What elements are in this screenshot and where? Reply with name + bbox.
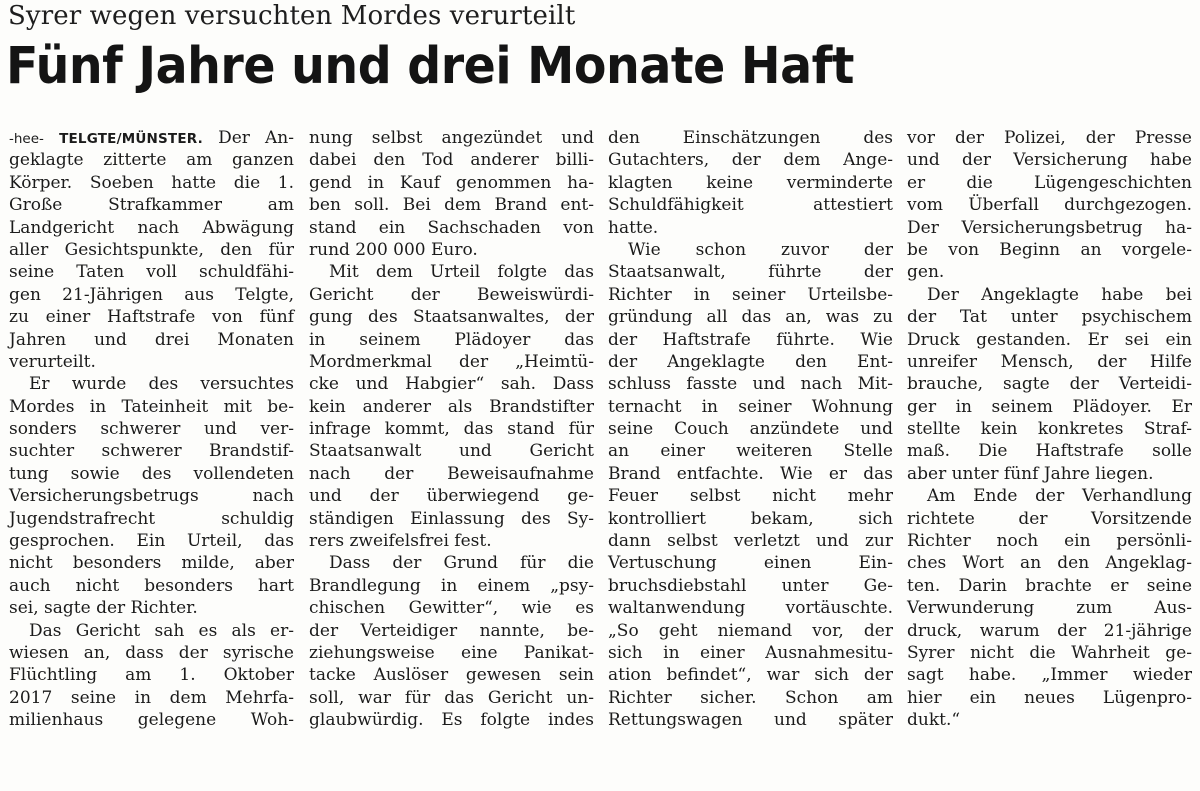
article-line: Schuldfähigkeit attestiert: [608, 195, 893, 216]
article-line: Gutachters, der dem Ange-: [608, 150, 893, 171]
article-line: ständigen Einlassung des Sy-: [309, 508, 594, 529]
article-line: kontrolliert bekam, sich: [608, 508, 893, 529]
article-line: Jahren und drei Monaten: [9, 329, 294, 350]
article-line: nicht besonders milde, aber: [9, 553, 294, 574]
article-line: seine Couch anzündete und: [608, 419, 893, 440]
article-line: Mordmerkmal der „Heimtü-: [309, 351, 594, 372]
article-line: Flüchtling am 1. Oktober: [9, 665, 294, 686]
article-line: Landgericht nach Abwägung: [9, 217, 294, 238]
article-line: Körper. Soeben hatte die 1.: [9, 172, 294, 193]
article-line: druck, warum der 21-jährige: [907, 620, 1192, 641]
article-line: Staatsanwalt und Gericht: [309, 441, 594, 462]
article-line: soll, war für das Gericht un-: [309, 687, 594, 708]
article-line: be von Beginn an vorgele-: [907, 239, 1192, 260]
article-line: Richter in seiner Urteilsbe-: [608, 284, 893, 305]
article-line: dabei den Tod anderer billi-: [309, 150, 594, 171]
article-line: Wie schon zuvor der: [628, 239, 893, 260]
article-line: kein anderer als Brandstifter: [309, 396, 594, 417]
article-line: aller Gesichtspunkte, den für: [9, 239, 294, 260]
article-line: unreifer Mensch, der Hilfe: [907, 351, 1192, 372]
article-line: milienhaus gelegene Woh-: [9, 710, 294, 731]
article-line: und der überwiegend ge-: [309, 486, 594, 507]
article-line-text: Der An-: [202, 128, 294, 148]
byline-author: -hee-: [9, 131, 44, 147]
article-line: an einer weiteren Stelle: [608, 441, 893, 462]
article-line: gen.: [907, 262, 945, 283]
article-line: schluss fasste und nach Mit-: [608, 374, 893, 395]
article-line: Syrer nicht die Wahrheit ge-: [907, 642, 1192, 663]
article-line: Gericht der Beweiswürdi-: [309, 284, 594, 305]
kicker-headline: Syrer wegen versuchten Mordes verurteilt: [8, 1, 576, 31]
article-line: cke und Habgier“ sah. Dass: [309, 374, 594, 395]
article-line: sich in einer Ausnahmesitu-: [608, 642, 893, 663]
article-line: stand ein Sachschaden von: [309, 217, 594, 238]
article-line: auch nicht besonders hart: [9, 575, 294, 596]
article-line: gend in Kauf genommen ha-: [309, 172, 594, 193]
article-line: Vertuschung einen Ein-: [608, 553, 893, 574]
article-line: gesprochen. Ein Urteil, das: [9, 531, 294, 552]
article-line: chischen Gewitter“, wie es: [309, 598, 594, 619]
article-line: der Haftstrafe führte. Wie: [608, 329, 893, 350]
article-line: Jugendstrafrecht schuldig: [9, 508, 294, 529]
article-line: aber unter fünf Jahre liegen.: [907, 463, 1154, 484]
article-line: „So geht niemand vor, der: [608, 620, 893, 641]
article-line: ben soll. Bei dem Brand ent-: [309, 195, 594, 216]
article-line: nach der Beweisaufnahme: [309, 463, 594, 484]
article-line: zu einer Haftstrafe von fünf: [9, 307, 294, 328]
article-line: bruchsdiebstahl unter Ge-: [608, 575, 893, 596]
article-line: Brand entfachte. Wie er das: [608, 463, 893, 484]
article-line: seine Taten voll schuldfähi-: [9, 262, 294, 283]
article-line: ches Wort an den Angeklag-: [907, 553, 1192, 574]
article-line: nung selbst angezündet und: [309, 128, 594, 148]
article-line: geklagte zitterte am ganzen: [9, 150, 294, 171]
article-line: suchter schwerer Brandstif-: [9, 441, 294, 462]
article-line: glaubwürdig. Es folgte indes: [309, 710, 594, 731]
article-line: stellte kein konkretes Straf-: [907, 419, 1192, 440]
article-line: Das Gericht sah es als er-: [29, 620, 294, 641]
article-line: brauche, sagte der Verteidi-: [907, 374, 1192, 395]
article-line: den Einschätzungen des: [608, 128, 893, 148]
article-line: der Verteidiger nannte, be-: [309, 620, 594, 641]
article-line: Dass der Grund für die: [329, 553, 594, 574]
article-line: Feuer selbst nicht mehr: [608, 486, 893, 507]
article-line: Große Strafkammer am: [9, 195, 294, 216]
article-line: Richter sicher. Schon am: [608, 687, 893, 708]
article-line: maß. Die Haftstrafe solle: [907, 441, 1192, 462]
article-line: Rettungswagen und später: [608, 710, 893, 731]
article-line: ation befindet“, war sich der: [608, 665, 893, 686]
article-line: Am Ende der Verhandlung: [927, 486, 1192, 507]
article-line: Verwunderung zum Aus-: [907, 598, 1192, 619]
article-line: gründung all das an, was zu: [608, 307, 893, 328]
article-line: waltanwendung vortäuschte.: [608, 598, 893, 619]
article-line: tung sowie des vollendeten: [9, 463, 294, 484]
article-line: und der Versicherung habe: [907, 150, 1192, 171]
article-line: Druck gestanden. Er sei ein: [907, 329, 1192, 350]
article-column-1: [9, 127, 294, 732]
article-line: Der Angeklagte habe bei: [927, 284, 1192, 305]
article-line: der Tat unter psychischem: [907, 307, 1192, 328]
article-line: Mit dem Urteil folgte das: [329, 262, 594, 283]
article-line: hier ein neues Lügenpro-: [907, 687, 1192, 708]
article-line: vor der Polizei, der Presse: [907, 128, 1192, 148]
article-line: gung des Staatsanwaltes, der: [309, 307, 594, 328]
article-line: Brandlegung in einem „psy-: [309, 575, 594, 596]
article-line: ternacht in seiner Wohnung: [608, 396, 893, 417]
article-line: er die Lügengeschichten: [907, 172, 1192, 193]
article-line: Versicherungsbetrugs nach: [9, 486, 294, 507]
article-line: infrage kommt, das stand für: [309, 419, 594, 440]
article-column-2: [309, 127, 594, 732]
article-column-4: [907, 127, 1192, 732]
article-line: rund 200 000 Euro.: [309, 239, 478, 260]
article-line: Richter noch ein persönli-: [907, 531, 1192, 552]
article-line: dukt.“: [907, 710, 961, 731]
article-line: Staatsanwalt, führte der: [608, 262, 893, 283]
byline-place: TELGTE/MÜNSTER.: [59, 131, 203, 147]
article-line: sagt habe. „Immer wieder: [907, 665, 1192, 686]
article-line: verurteilt.: [9, 351, 96, 372]
main-headline: Fünf Jahre und drei Monate Haft: [6, 37, 855, 96]
article-line: hatte.: [608, 217, 659, 238]
article-line-byline: [9, 127, 294, 149]
article-line: gen 21-Jährigen aus Telgte,: [9, 284, 294, 305]
article-line: in seinem Plädoyer das: [309, 329, 594, 350]
article-line: wiesen an, dass der syrische: [9, 642, 294, 663]
article-line: der Angeklagte den Ent-: [608, 351, 893, 372]
article-line: Er wurde des versuchtes: [29, 374, 294, 395]
article-line: tacke Auslöser gewesen sein: [309, 665, 594, 686]
article-line: richtete der Vorsitzende: [907, 508, 1192, 529]
article-line: vom Überfall durchgezogen.: [907, 195, 1192, 216]
article-line: sei, sagte der Richter.: [9, 598, 198, 619]
article-line: sonders schwerer und ver-: [9, 419, 294, 440]
article-line: ten. Darin brachte er seine: [907, 575, 1192, 596]
article-line: rers zweifelsfrei fest.: [309, 531, 492, 552]
article-line: ziehungsweise eine Panikat-: [309, 642, 594, 663]
article-line: ger in seinem Plädoyer. Er: [907, 396, 1192, 417]
article-line: Mordes in Tateinheit mit be-: [9, 396, 294, 417]
article-line: klagten keine verminderte: [608, 172, 893, 193]
article-column-3: [608, 127, 893, 732]
article-line: 2017 seine in dem Mehrfa-: [9, 687, 294, 708]
article-line: dann selbst verletzt und zur: [608, 531, 893, 552]
article-line: Der Versicherungsbetrug ha-: [907, 217, 1192, 238]
